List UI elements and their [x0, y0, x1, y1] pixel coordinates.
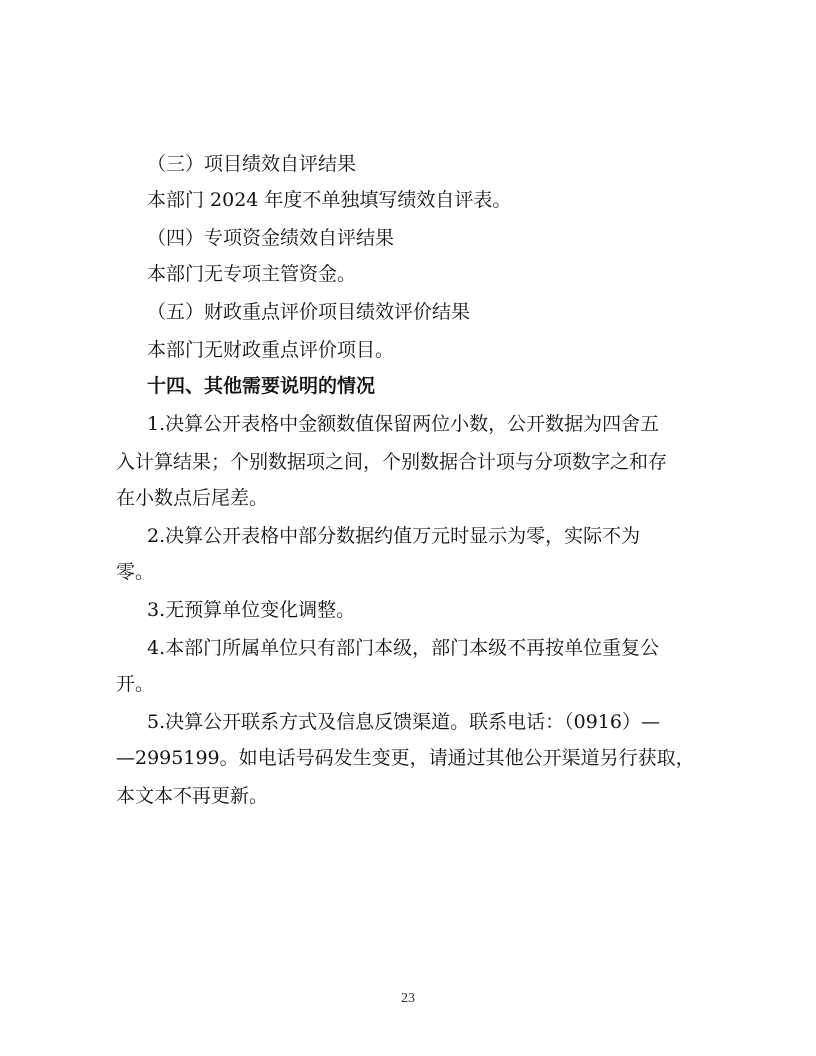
section-5-heading: （五）财政重点评价项目绩效评价结果 — [147, 301, 471, 323]
page-number: 23 — [401, 991, 415, 1006]
section-3-heading: （三）项目绩效自评结果 — [147, 153, 357, 175]
section-14-heading: 十四、其他需要说明的情况 — [147, 375, 376, 397]
note-4-line-1: 4.本部门所属单位只有部门本级，部门本级不再按单位重复公 — [147, 637, 660, 659]
note-3-line-1: 3.无预算单位变化调整。 — [147, 599, 356, 621]
note-1-line-2: 入计算结果；个别数据项之间，个别数据合计项与分项数字之和存 — [116, 451, 668, 473]
note-5-line-1: 5.决算公开联系方式及信息反馈渠道。联系电话：（0916）— — [147, 711, 660, 733]
section-4-heading: （四）专项资金绩效自评结果 — [147, 227, 395, 249]
note-1-line-1: 1.决算公开表格中金额数值保留两位小数，公开数据为四舍五 — [147, 413, 660, 435]
note-5-line-3: 本文本不再更新。 — [116, 785, 269, 807]
note-2-line-2: 零。 — [116, 561, 155, 583]
note-1-line-3: 在小数点后尾差。 — [116, 487, 269, 509]
section-3-body: 本部门 2024 年度不单独填写绩效自评表。 — [147, 189, 512, 211]
note-4-line-2: 开。 — [116, 673, 155, 695]
note-2-line-1: 2.决算公开表格中部分数据约值万元时显示为零，实际不为 — [147, 525, 641, 547]
section-4-body: 本部门无专项主管资金。 — [147, 263, 357, 285]
section-5-body: 本部门无财政重点评价项目。 — [147, 339, 395, 361]
note-5-line-2: —2995199。如电话号码发生变更，请通过其他公开渠道另行获取， — [116, 747, 695, 769]
